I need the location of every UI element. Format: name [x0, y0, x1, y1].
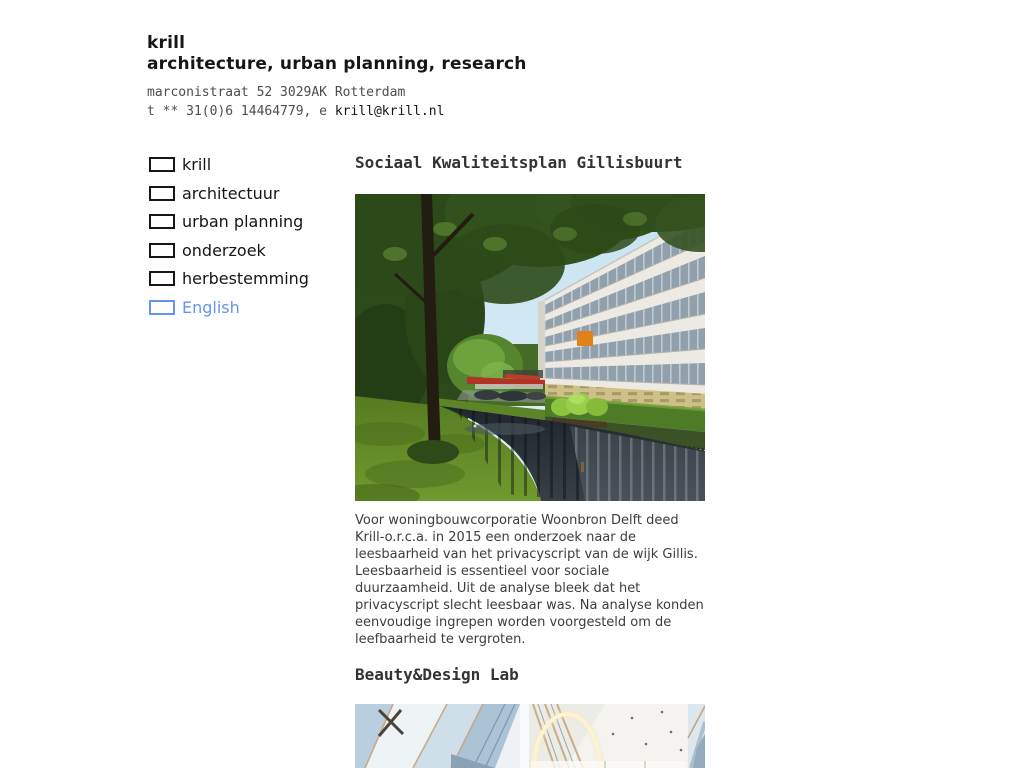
nav-box-icon — [149, 271, 175, 286]
nav-item-label: urban planning — [182, 212, 304, 231]
site-header — [147, 33, 527, 121]
article-title-gillisbuurt: Sociaal Kwaliteitsplan Gillisbuurt — [355, 153, 683, 172]
nav-box-icon — [149, 214, 175, 229]
nav-item-onderzoek[interactable] — [149, 242, 309, 259]
nav-item-architectuur[interactable] — [149, 185, 309, 202]
interior-ceiling — [529, 704, 688, 768]
nav-item-label: herbestemming — [182, 269, 309, 288]
interior-right-panels — [688, 704, 705, 768]
nav-item-label: English — [182, 297, 240, 317]
article-body-gillisbuurt: Voor woningbouwcorporatie Woonbron Delft deed Krill-o.r.c.a. in 2015 een onderzoek naar de leesbaarheid van het privacyscript van de wijk Gillis. Leesbaarheid is essentieel voor sociale duurzaamheid. Uit de analyse bleek dat het privacyscript slecht leesbaar was. Na analyse konden eenvoudige ingrepen worden voorgesteld om de leefbaarheid te vergroten. — [355, 513, 704, 647]
nav-item-label: architectuur — [182, 183, 280, 203]
site-title: krill — [147, 33, 186, 53]
phone-text: t ** 31(0)6 14464779, e — [147, 104, 335, 119]
wall-seam — [520, 704, 529, 768]
contact-block — [147, 83, 527, 121]
nav-box-icon — [149, 243, 175, 258]
site-tagline: architecture, urban planning, research — [147, 54, 527, 74]
nav-item-label: krill — [182, 155, 212, 174]
orange-awning — [577, 331, 593, 346]
nav-item-herbestemming[interactable] — [149, 270, 309, 287]
nav-item-urban-planning[interactable] — [149, 213, 309, 230]
nav-box-icon — [149, 157, 175, 172]
address-line: marconistraat 52 3029AK Rotterdam — [147, 85, 406, 100]
phone-email-line — [147, 102, 527, 121]
beauty-design-lab-photo[interactable] — [355, 704, 705, 768]
main-nav — [149, 156, 309, 327]
nav-box-icon — [149, 186, 175, 201]
article-title-beauty-design-lab: Beauty&Design Lab — [355, 665, 519, 684]
interior-left-panels — [355, 704, 520, 768]
nav-item-krill[interactable] — [149, 156, 309, 173]
nav-item-label: onderzoek — [182, 240, 266, 260]
nav-item-english[interactable] — [149, 299, 309, 316]
nav-box-icon — [149, 300, 175, 315]
email-link[interactable]: krill@krill.nl — [334, 104, 445, 119]
gillisbuurt-photo[interactable] — [355, 194, 705, 501]
